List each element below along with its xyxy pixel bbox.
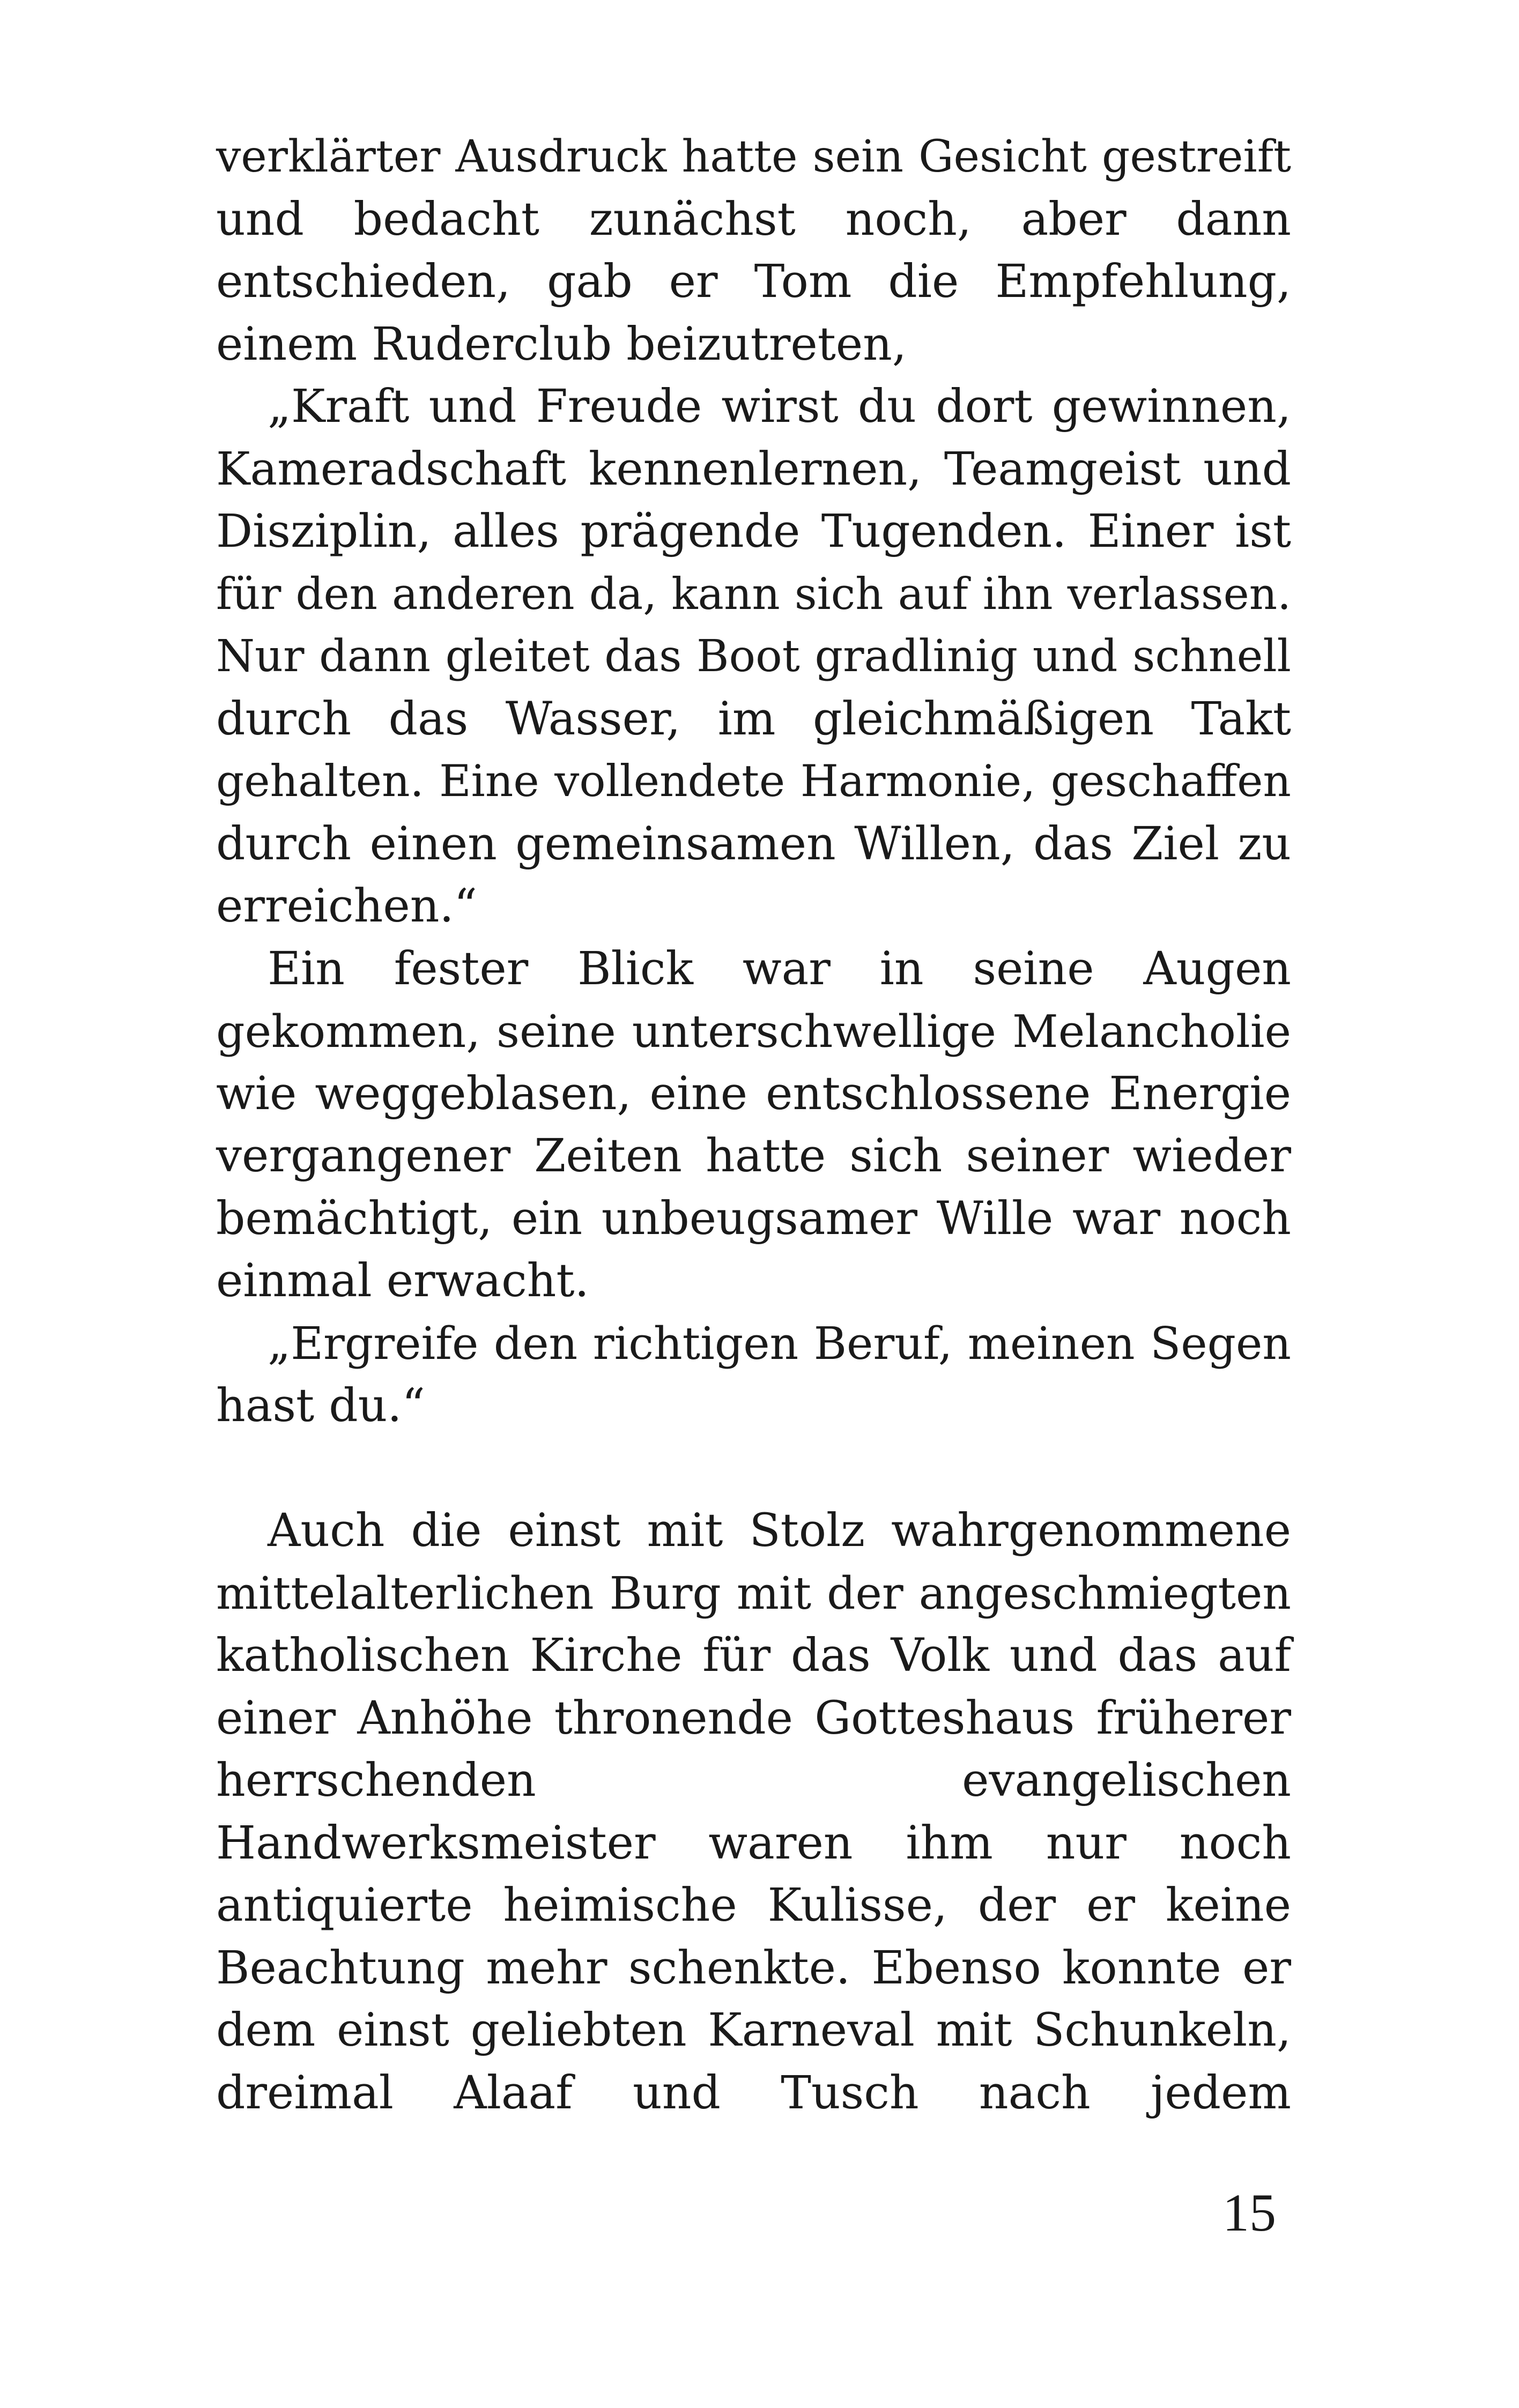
text-line: dem einst geliebten Karneval mit Schunkeln, — [216, 2004, 1291, 2057]
text-line: gehalten. Eine vollendete Harmonie, geschaffen — [216, 756, 1291, 807]
text-line: durch einen gemeinsamen Willen, das Ziel zu — [216, 817, 1291, 871]
text-line: Kameradschaft kennenlernen, Teamgeist und — [216, 442, 1291, 496]
text-line: dreimal Alaaf und Tusch nach jedem — [216, 2066, 1291, 2120]
page-number: 15 — [1222, 2183, 1276, 2242]
paragraph — [216, 126, 1291, 376]
text-line: vergangener Zeiten hatte sich seiner wieder — [216, 1129, 1291, 1183]
text-line: Auch die einst mit Stolz wahrgenommene — [268, 1504, 1291, 1557]
paragraph — [216, 1500, 1291, 2124]
text-line: Nur dann gleitet das Boot gradlinig und schnell — [216, 631, 1291, 682]
text-line: hast du.“ — [216, 1379, 425, 1432]
text-line: „Ergreife den richtigen Beruf, meinen Segen — [268, 1317, 1291, 1370]
paragraph — [216, 1313, 1291, 1438]
text-line: einer Anhöhe thronende Gotteshaus früherer — [216, 1691, 1291, 1745]
text-line: herrschenden evangelischen — [216, 1754, 1291, 1807]
section-break — [216, 1438, 1291, 1500]
text-line: entschieden, gab er Tom die Empfehlung, — [216, 255, 1291, 308]
text-line: bemächtigt, ein unbeugsamer Wille war noch — [216, 1192, 1291, 1245]
text-line: durch das Wasser, im gleichmäßigen Takt — [216, 692, 1291, 746]
text-line: für den anderen da, kann sich auf ihn verlassen. — [216, 569, 1291, 620]
text-line: antiquierte heimische Kulisse, der er keine — [216, 1879, 1291, 1932]
text-line: und bedacht zunächst noch, aber dann — [216, 192, 1291, 246]
text-line: katholischen Kirche für das Volk und das auf — [216, 1629, 1291, 1682]
text-line: einem Ruderclub beizutreten, — [216, 317, 907, 371]
body-text — [216, 126, 1291, 2124]
text-line: „Kraft und Freude wirst du dort gewinnen, — [268, 380, 1291, 433]
text-line: wie weggeblasen, eine entschlossene Energie — [216, 1067, 1291, 1120]
text-line: Handwerksmeister waren ihm nur noch — [216, 1816, 1291, 1870]
text-line: gekommen, seine unterschwellige Melancholie — [216, 1005, 1291, 1058]
text-line: mittelalterlichen Burg mit der angeschmiegten — [216, 1567, 1291, 1619]
paragraph — [216, 938, 1291, 1313]
paragraph — [216, 376, 1291, 938]
text-line: Ein fester Blick war in seine Augen — [268, 942, 1291, 995]
text-line: erreichen.“ — [216, 880, 477, 933]
text-line: Beachtung mehr schenkte. Ebenso konnte er — [216, 1941, 1291, 1995]
text-line: einmal erwacht. — [216, 1254, 589, 1307]
text-line: verklärter Ausdruck hatte sein Gesicht gestreift — [216, 131, 1291, 182]
text-line: Disziplin, alles prägende Tugenden. Einer ist — [216, 505, 1291, 558]
